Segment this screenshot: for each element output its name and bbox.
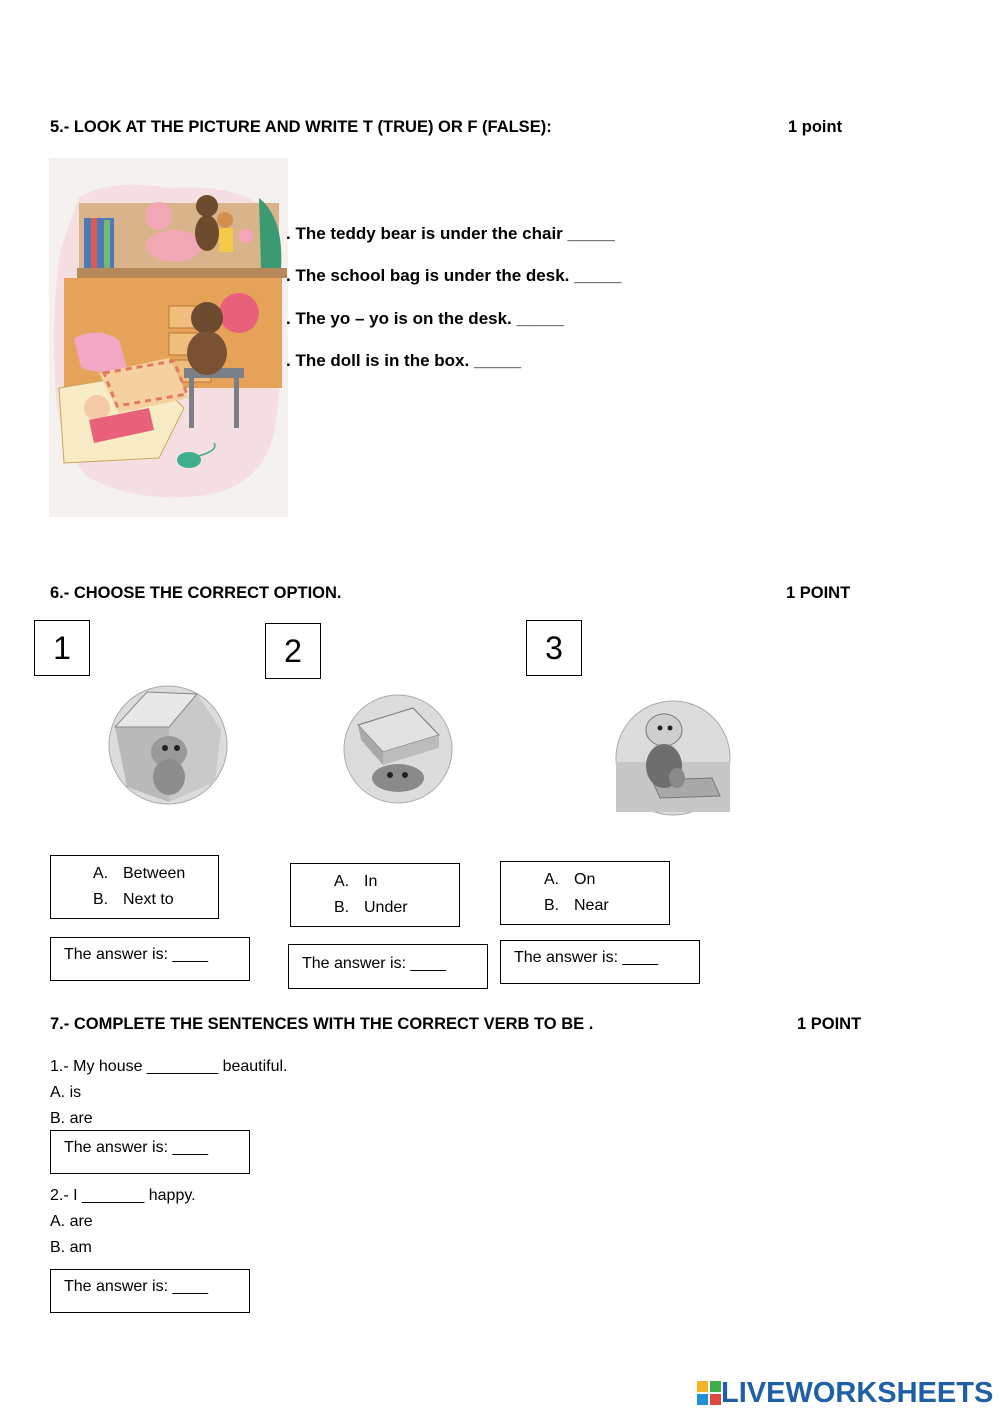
answer-field-6-1[interactable]: The answer is: ____ — [50, 937, 250, 981]
dog-between-picture — [107, 682, 229, 808]
option-b-row — [334, 899, 408, 917]
statement-2: . The school bag is under the desk. _____ — [286, 266, 622, 285]
question-2-option-a: A. are — [50, 1213, 93, 1230]
option-letter: A. — [544, 871, 560, 888]
options-box-3 — [500, 861, 670, 925]
option-a-text: On — [574, 871, 596, 888]
option-letter: A. — [334, 873, 350, 890]
question-2-sentence: 2.- I _______ happy. — [50, 1187, 196, 1204]
dog-on-picture — [612, 700, 734, 816]
option-b-row — [544, 897, 609, 915]
option-a-text: Between — [123, 865, 186, 882]
section6-heading: 6.- CHOOSE THE CORRECT OPTION. — [50, 584, 342, 602]
statement-3: . The yo – yo is on the desk. _____ — [286, 309, 564, 328]
logo-badge-icon — [697, 1381, 721, 1405]
option-b-text: Under — [364, 899, 408, 916]
question-1-option-b: B. are — [50, 1110, 93, 1127]
option-a-row — [544, 871, 595, 889]
section7-points: 1 POINT — [797, 1015, 862, 1033]
section5-heading: 5.- LOOK AT THE PICTURE AND WRITE T (TRUE) OR F (FALSE): — [50, 118, 552, 136]
option-a-row — [93, 865, 185, 883]
statement-4: . The doll is in the box. _____ — [286, 351, 522, 370]
section6-points: 1 POINT — [786, 584, 851, 602]
options-box-1 — [50, 855, 219, 919]
option-a-row — [334, 873, 377, 891]
item-number-2: 2 — [265, 623, 321, 679]
option-b-row — [93, 891, 174, 909]
logo-text: LIVEWORKSHEETS — [721, 1376, 994, 1409]
liveworksheets-logo — [697, 1376, 993, 1410]
option-letter: B. — [544, 897, 560, 914]
question-2-option-b: B. am — [50, 1239, 92, 1256]
section5-points: 1 point — [788, 118, 843, 136]
question-1-option-a: A. is — [50, 1084, 82, 1101]
option-b-text: Near — [574, 897, 609, 914]
option-b-text: Next to — [123, 891, 174, 908]
question-1-sentence: 1.- My house ________ beautiful. — [50, 1058, 288, 1075]
dog-under-picture — [343, 690, 453, 808]
option-letter: B. — [334, 899, 350, 916]
option-a-text: In — [364, 873, 378, 890]
statement-1: . The teddy bear is under the chair _____ — [286, 224, 615, 243]
answer-field-7-1[interactable]: The answer is: ____ — [50, 1130, 250, 1174]
answer-field-6-2[interactable]: The answer is: ____ — [288, 944, 488, 989]
option-letter: B. — [93, 891, 109, 908]
option-letter: A. — [93, 865, 109, 882]
options-box-2 — [290, 863, 460, 927]
item-number-1: 1 — [34, 620, 90, 676]
section7-heading: 7.- COMPLETE THE SENTENCES WITH THE CORRECT VERB TO BE . — [50, 1015, 594, 1033]
answer-field-6-3[interactable]: The answer is: ____ — [500, 940, 700, 984]
item-number-3: 3 — [526, 620, 582, 676]
answer-field-7-2[interactable]: The answer is: ____ — [50, 1269, 250, 1313]
room-illustration — [49, 158, 288, 517]
